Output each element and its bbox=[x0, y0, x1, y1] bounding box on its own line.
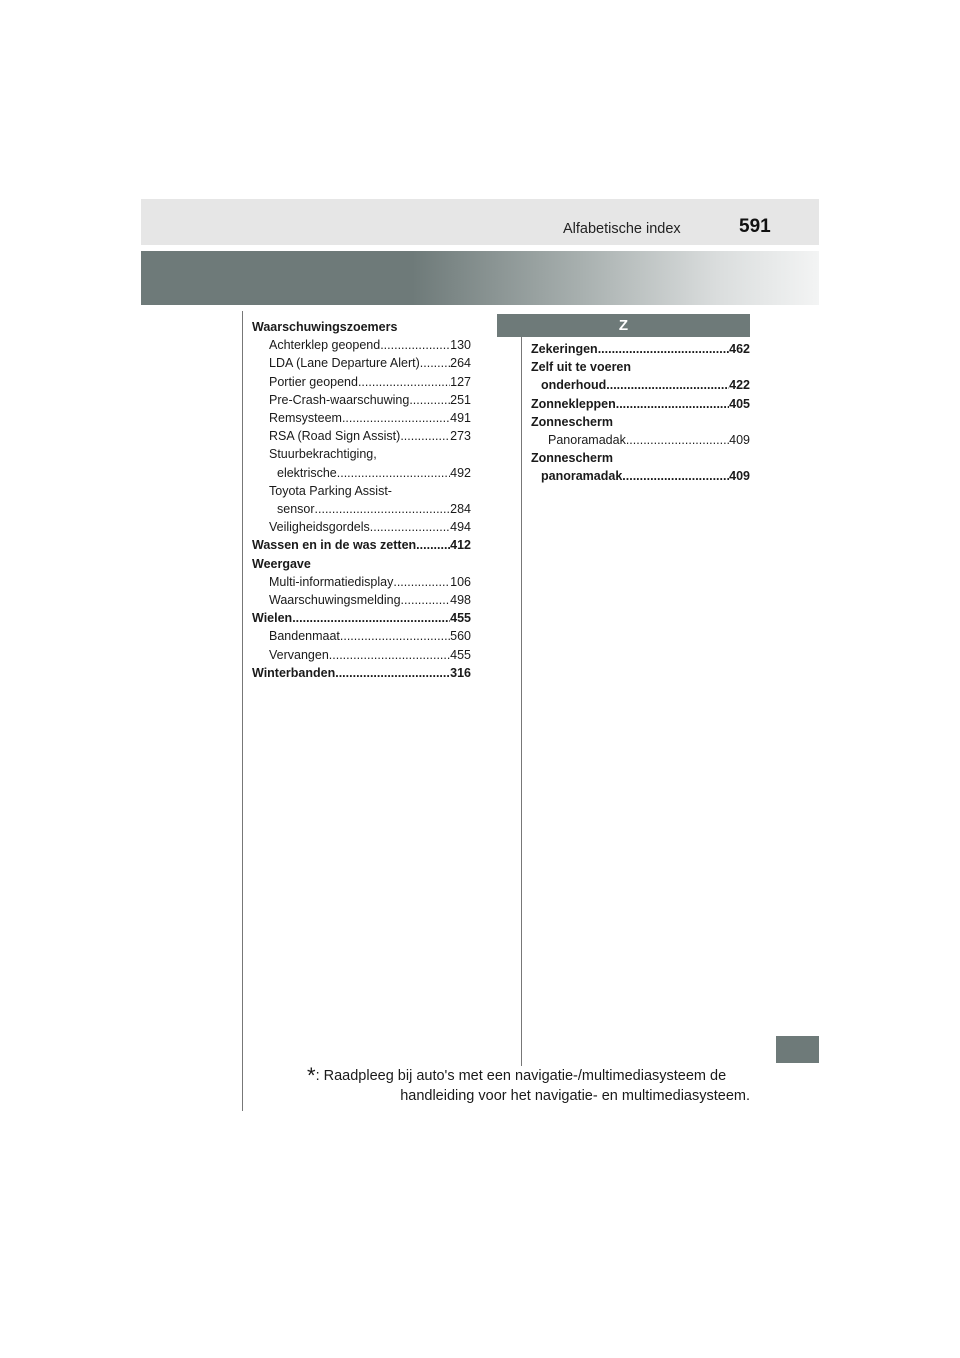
dot-leader bbox=[342, 409, 450, 427]
entry-page-number[interactable]: 422 bbox=[729, 378, 750, 393]
entry-page-number[interactable]: 251 bbox=[450, 392, 471, 407]
entry-label: Waarschuwingsmelding bbox=[269, 593, 401, 608]
index-entry bbox=[531, 413, 750, 431]
entry-label: Zonnescherm bbox=[531, 451, 613, 466]
dot-leader bbox=[420, 354, 450, 372]
entry-page-number[interactable]: 409 bbox=[729, 433, 750, 448]
footnote-text-1: : Raadpleeg bij auto's met een navigatie-/multimediasysteem de bbox=[315, 1068, 727, 1084]
dot-leader bbox=[380, 336, 450, 354]
index-entry bbox=[252, 409, 471, 427]
header-bar bbox=[141, 199, 819, 245]
column-divider bbox=[521, 337, 522, 1066]
footnote-line-1 bbox=[307, 1063, 750, 1088]
entry-label: Zelf uit te voeren bbox=[531, 360, 632, 375]
dot-leader bbox=[622, 467, 729, 485]
index-entry bbox=[531, 395, 750, 413]
dot-leader bbox=[606, 376, 729, 394]
letter-header-z: Z bbox=[497, 314, 750, 337]
entry-label: Winterbanden bbox=[252, 665, 336, 680]
entry-page-number[interactable]: 412 bbox=[450, 538, 471, 553]
entry-label: elektrische bbox=[277, 465, 337, 480]
index-entry bbox=[252, 591, 471, 609]
thumb-index-tab bbox=[776, 1036, 819, 1063]
dot-leader bbox=[315, 500, 451, 518]
entry-label: Portier geopend bbox=[269, 374, 358, 389]
entry-page-number[interactable]: 491 bbox=[450, 411, 471, 426]
entry-page-number[interactable]: 284 bbox=[450, 502, 471, 517]
dot-leader bbox=[401, 591, 451, 609]
entry-label: Veiligheidsgordels bbox=[269, 520, 370, 535]
entry-page-number[interactable]: 560 bbox=[450, 629, 471, 644]
entry-page-number[interactable]: 492 bbox=[450, 465, 471, 480]
entry-page-number[interactable]: 409 bbox=[729, 469, 750, 484]
index-entry bbox=[252, 445, 471, 463]
entry-label: Achterklep geopend bbox=[269, 338, 381, 353]
index-column-right bbox=[531, 340, 750, 486]
index-entry bbox=[252, 518, 471, 536]
dot-leader bbox=[393, 573, 450, 591]
index-entry bbox=[531, 358, 750, 376]
index-entry bbox=[252, 609, 471, 627]
index-entry bbox=[252, 573, 471, 591]
index-entry bbox=[252, 354, 471, 372]
entry-label: onderhoud bbox=[541, 378, 607, 393]
entry-label: LDA (Lane Departure Alert) bbox=[269, 356, 420, 371]
entry-label: Stuurbekrachtiging, bbox=[269, 447, 377, 462]
entry-label: Weergave bbox=[252, 556, 311, 571]
dot-leader bbox=[358, 373, 450, 391]
entry-label: Waarschuwingszoemers bbox=[252, 320, 398, 334]
entry-label: RSA (Road Sign Assist) bbox=[269, 429, 401, 444]
entry-page-number[interactable]: 273 bbox=[450, 429, 471, 444]
entry-label: Zekeringen bbox=[531, 342, 598, 356]
left-divider bbox=[242, 311, 243, 1111]
entry-label: Bandenmaat bbox=[269, 629, 340, 644]
entry-page-number[interactable]: 494 bbox=[450, 520, 471, 535]
entry-page-number[interactable]: 462 bbox=[729, 342, 750, 356]
index-entry bbox=[252, 555, 471, 573]
page-number: 591 bbox=[739, 216, 771, 237]
decorative-banner bbox=[141, 251, 819, 305]
entry-label: sensor bbox=[277, 502, 315, 517]
entry-label: Zonnekleppen bbox=[531, 396, 616, 411]
index-entry bbox=[252, 391, 471, 409]
index-entry bbox=[252, 627, 471, 645]
entry-label: Wielen bbox=[252, 611, 293, 626]
dot-leader bbox=[416, 536, 450, 554]
entry-page-number[interactable]: 316 bbox=[450, 665, 471, 680]
section-title: Alfabetische index bbox=[563, 221, 681, 237]
entry-page-number[interactable]: 455 bbox=[450, 611, 471, 626]
entry-page-number[interactable]: 106 bbox=[450, 574, 471, 589]
index-entry bbox=[252, 500, 471, 518]
footnote bbox=[307, 1063, 750, 1106]
entry-page-number[interactable]: 127 bbox=[450, 374, 471, 389]
dot-leader bbox=[598, 340, 729, 358]
dot-leader bbox=[337, 464, 450, 482]
dot-leader bbox=[340, 627, 450, 645]
index-entry bbox=[531, 376, 750, 394]
entry-label: panoramadak bbox=[541, 469, 623, 484]
entry-label: Panoramadak bbox=[548, 433, 626, 448]
entry-page-number[interactable]: 455 bbox=[450, 647, 471, 662]
index-entry bbox=[252, 336, 471, 354]
entry-page-number[interactable]: 405 bbox=[729, 396, 750, 411]
dot-leader bbox=[329, 646, 450, 664]
index-entry bbox=[252, 318, 471, 336]
index-column-left bbox=[252, 318, 471, 682]
entry-label: Vervangen bbox=[269, 647, 329, 662]
entry-label: Zonnescherm bbox=[531, 414, 613, 429]
entry-label: Wassen en in de was zetten bbox=[252, 538, 417, 553]
index-entry bbox=[531, 431, 750, 449]
index-entry bbox=[252, 536, 471, 554]
index-entry bbox=[252, 464, 471, 482]
entry-label: Pre-Crash-waarschuwing bbox=[269, 392, 410, 407]
entry-page-number[interactable]: 130 bbox=[450, 338, 471, 353]
entry-label: Toyota Parking Assist- bbox=[269, 483, 392, 498]
index-entry bbox=[531, 340, 750, 358]
index-entry bbox=[252, 373, 471, 391]
index-entry bbox=[531, 449, 750, 467]
index-entry bbox=[252, 482, 471, 500]
dot-leader bbox=[292, 609, 450, 627]
entry-page-number[interactable]: 264 bbox=[450, 356, 471, 371]
dot-leader bbox=[370, 518, 450, 536]
entry-label: Remsysteem bbox=[269, 411, 342, 426]
entry-label: Multi-informatiedisplay bbox=[269, 574, 394, 589]
footnote-line-2: handleiding voor het navigatie- en multimediasysteem. bbox=[400, 1088, 750, 1104]
index-entry bbox=[252, 427, 471, 445]
index-entry bbox=[531, 467, 750, 485]
dot-leader bbox=[626, 431, 729, 449]
footnote-marker: * bbox=[307, 1063, 316, 1088]
index-entry bbox=[252, 664, 471, 682]
dot-leader bbox=[409, 391, 450, 409]
dot-leader bbox=[335, 664, 450, 682]
index-entry bbox=[252, 646, 471, 664]
dot-leader bbox=[616, 395, 729, 413]
dot-leader bbox=[400, 427, 450, 445]
entry-page-number[interactable]: 498 bbox=[450, 593, 471, 608]
